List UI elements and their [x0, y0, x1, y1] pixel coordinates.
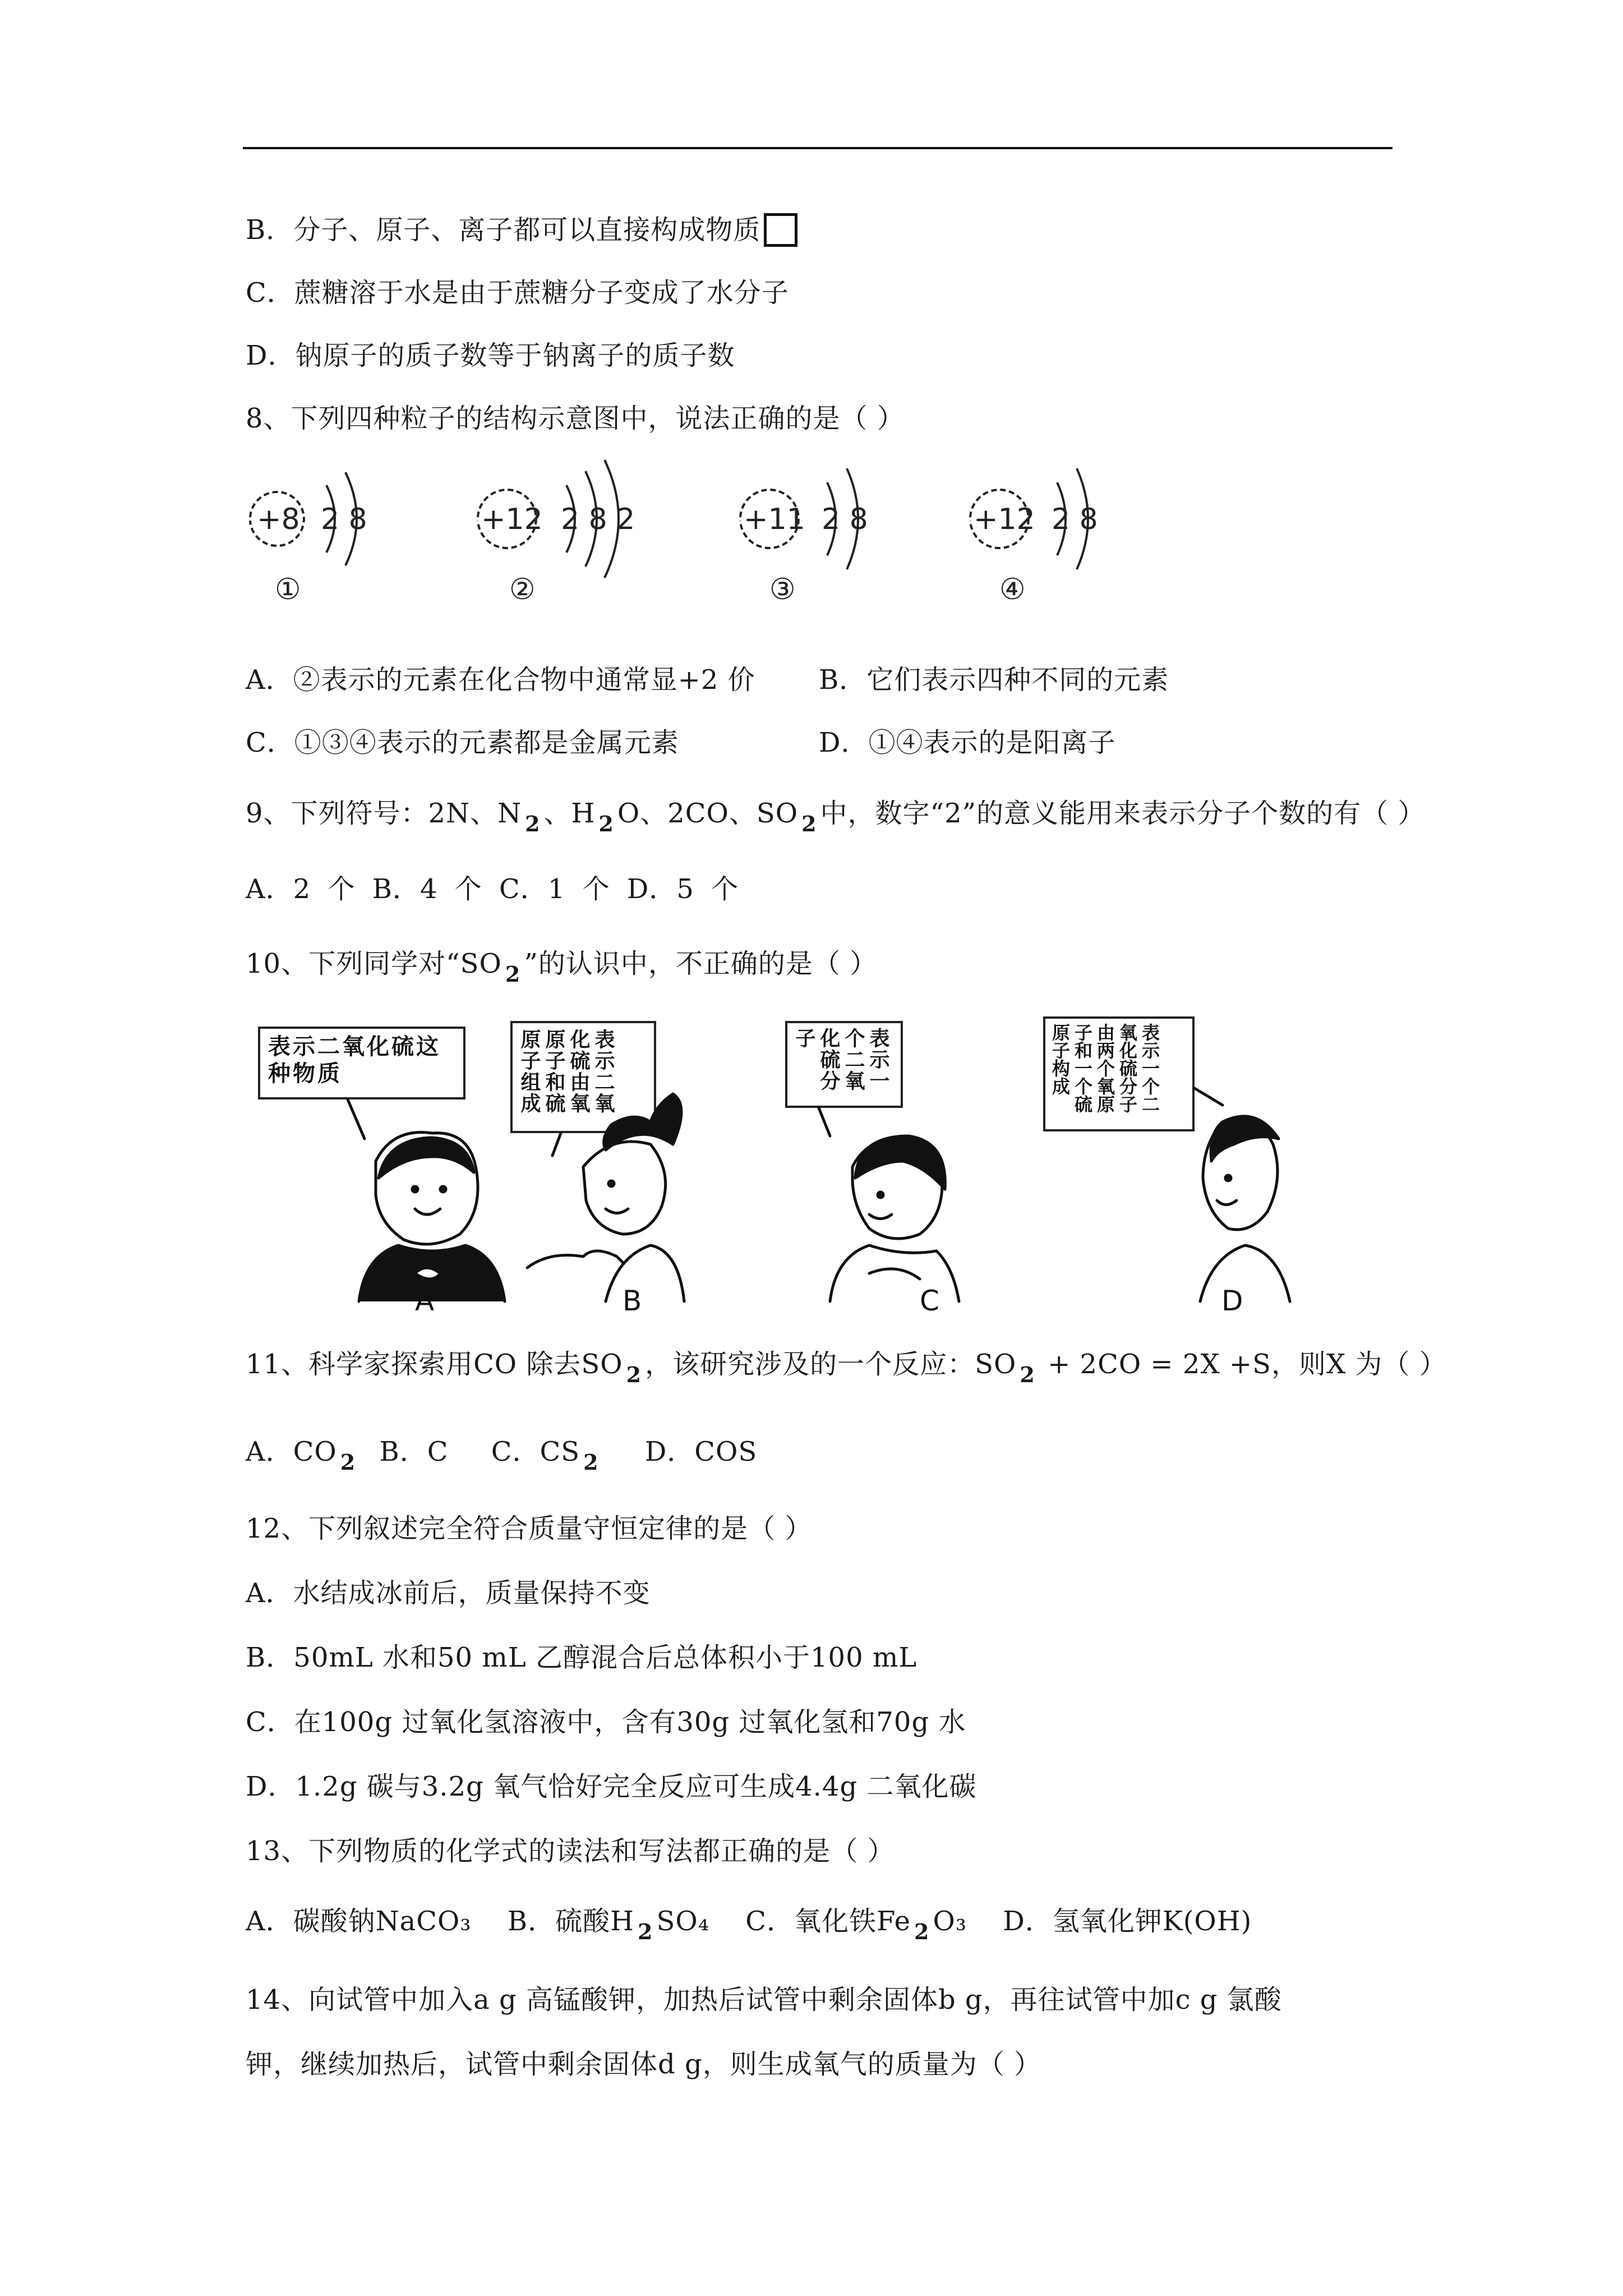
q11-stem: 11、科学家探索用CO 除去SO $_2$ ，该研究涉及的一个反应：SO $_2$ + 2CO = 2X +S，则X 为（ ）	[246, 1349, 1447, 1387]
q8-option-c: C．①③④表示的元素都是金属元素	[246, 727, 679, 758]
bubble-d-text: 表示一个二氧化硫分子由两个氧原子和一个硫原子构成	[1049, 1023, 1160, 1113]
particle-3-label: ③	[769, 573, 796, 606]
q9-options: A．2 个 B．4 个 C．1 个 D．5 个	[246, 873, 739, 905]
q8-option-a: A．②表示的元素在化合物中通常显+2 价	[246, 664, 755, 696]
q12-option-d: D．1.2g 碳与3.2g 氧气恰好完全反应可生成4.4g 二氧化碳	[246, 1771, 977, 1802]
bubble-c-text: 表示一个二氧化硫分子	[792, 1028, 890, 1092]
q14-line-2: 钾，继续加热后，试管中剩余固体d g，则生成氧气的质量为（ ）	[246, 2049, 1041, 2080]
q7-option-c: C．蔗糖溶于水是由于蔗糖分子变成了水分子	[246, 277, 789, 309]
q12-stem: 12、下列叙述完全符合质量守恒定律的是（ ）	[246, 1513, 813, 1544]
q7-option-d: D．钠原子的质子数等于钠离子的质子数	[246, 340, 735, 371]
q9-stem: 9、下列符号：2N、N $_2$ 、H $_2$ O、2CO、SO $_2$ 中，数字“2”的意义能用来表示分子个数的有（ ）	[246, 798, 1426, 836]
q8-stem: 8、下列四种粒子的结构示意图中，说法正确的是（ ）	[246, 403, 905, 434]
bubble-a-text: 表示二氧化硫这种物质	[268, 1033, 441, 1087]
q7-option-b	[246, 213, 797, 247]
figure-label-a: A	[415, 1285, 435, 1317]
q10-stem: 10、下列同学对“SO $_2$ ”的认识中，不正确的是（ ）	[246, 948, 878, 987]
q12-option-c: C．在100g 过氧化氢溶液中，含有30g 过氧化氢和70g 水	[246, 1706, 966, 1738]
students-illustration	[247, 1010, 1312, 1324]
figure-label-b: B	[623, 1285, 642, 1317]
q13-options: A．碳酸钠NaCO₃ B．硫酸H $_2$ SO₄ C．氧化铁Fe $_2$ O₃ D．氢氧化钾K(OH)	[246, 1906, 1252, 1944]
particle-1-shells: 2 8	[321, 503, 367, 536]
student-a-drawing	[359, 1133, 505, 1301]
q12-option-a: A．水结成冰前后，质量保持不变	[246, 1577, 651, 1609]
particle-1-label: ①	[275, 573, 301, 606]
q8-option-d: D．①④表示的是阳离子	[819, 727, 1116, 758]
atomic-structure-diagrams	[236, 454, 1161, 617]
q8-option-b: B．它们表示四种不同的元素	[819, 664, 1169, 696]
particle-2-shells: 2 8 2	[561, 503, 635, 536]
student-d-drawing	[1200, 1116, 1290, 1301]
student-c-drawing	[830, 1136, 959, 1301]
header-rule	[243, 147, 1393, 149]
q14-line-1: 14、向试管中加入a g 高锰酸钾，加热后试管中剩余固体b g，再往试管中加c g 氯酸	[246, 1984, 1282, 2016]
particle-4-label: ④	[999, 573, 1026, 606]
figure-label-c: C	[920, 1285, 939, 1317]
particle-4-shells: 2 8	[1052, 503, 1098, 536]
particle-2-label: ②	[509, 573, 536, 606]
particle-3-nucleus: +11	[744, 503, 805, 536]
q12-option-b: B．50mL 水和50 mL 乙醇混合后总体积小于100 mL	[246, 1642, 917, 1673]
student-b-drawing	[527, 1094, 684, 1301]
q7-option-b-text: B．分子、原子、离子都可以直接构成物质	[246, 214, 761, 246]
q10-cartoon-figure	[247, 1010, 1312, 1324]
particle-2-nucleus: +12	[481, 503, 543, 536]
particle-4-nucleus: +12	[974, 503, 1035, 536]
bubble-b-text: 表示二氧化硫由氧原子和硫原子组成	[518, 1029, 615, 1114]
particle-1-nucleus: +8	[257, 503, 300, 536]
particle-3-shells: 2 8	[822, 503, 868, 536]
figure-label-d: D	[1221, 1285, 1243, 1317]
q11-options: A．CO $_2$ B．C C．CS $_2$ D．COS	[246, 1436, 758, 1475]
answer-box	[764, 213, 797, 247]
q13-stem: 13、下列物质的化学式的读法和写法都正确的是（ ）	[246, 1835, 895, 1867]
